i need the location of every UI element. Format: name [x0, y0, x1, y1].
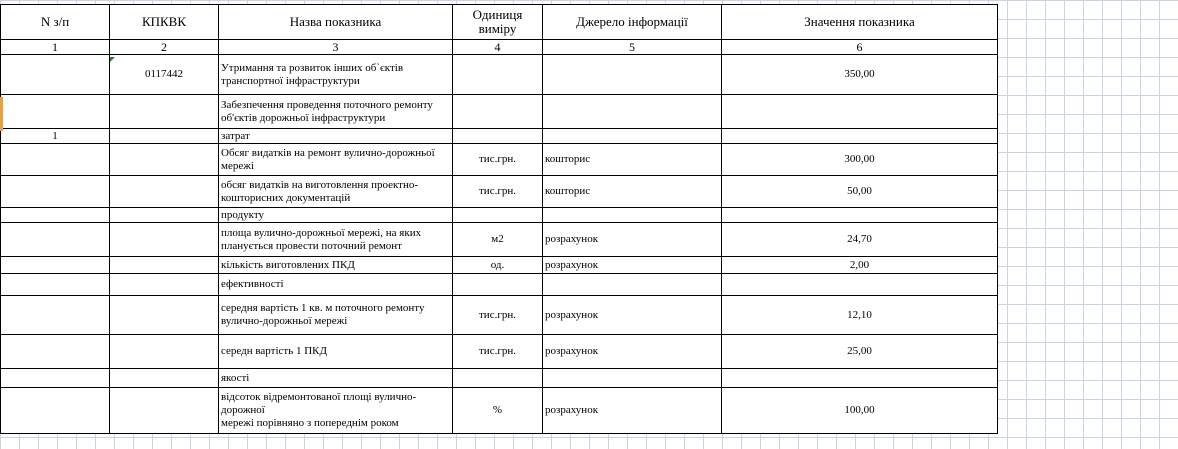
header-row	[1, 5, 998, 40]
row-number-cell[interactable]	[1, 335, 110, 369]
value-cell[interactable]: 25,00	[722, 335, 998, 369]
table-row	[1, 274, 998, 296]
kpkvk-cell[interactable]	[110, 95, 219, 129]
source-cell[interactable]: розрахунок	[543, 335, 722, 369]
kpkvk-cell[interactable]: 0117442	[110, 55, 219, 95]
kpkvk-cell[interactable]	[110, 296, 219, 335]
column-number-2: 2	[110, 40, 219, 55]
kpkvk-cell[interactable]	[110, 335, 219, 369]
unit-cell[interactable]	[453, 274, 543, 296]
source-cell[interactable]	[543, 208, 722, 223]
value-cell[interactable]	[722, 129, 998, 144]
header-cell-unit: Одиниця виміру	[453, 5, 543, 40]
value-cell[interactable]	[722, 95, 998, 129]
unit-cell[interactable]	[453, 55, 543, 95]
value-cell[interactable]: 12,10	[722, 296, 998, 335]
kpkvk-cell[interactable]	[110, 257, 219, 274]
table-row	[1, 369, 998, 388]
value-cell[interactable]: 2,00	[722, 257, 998, 274]
table-row	[1, 129, 998, 144]
row-number-cell[interactable]	[1, 208, 110, 223]
column-number-row	[1, 40, 998, 55]
unit-cell[interactable]: тис.грн.	[453, 335, 543, 369]
kpkvk-cell[interactable]	[110, 144, 219, 176]
table-row	[1, 223, 998, 257]
table-row	[1, 208, 998, 223]
unit-cell[interactable]	[453, 208, 543, 223]
table-row	[1, 176, 998, 208]
unit-cell[interactable]: од.	[453, 257, 543, 274]
indicator-name-cell[interactable]: якості	[219, 369, 453, 388]
value-cell[interactable]: 350,00	[722, 55, 998, 95]
row-number-cell[interactable]	[1, 274, 110, 296]
table-row	[1, 388, 998, 434]
source-cell[interactable]	[543, 95, 722, 129]
table-row	[1, 257, 998, 274]
source-cell[interactable]	[543, 129, 722, 144]
column-number-5: 5	[543, 40, 722, 55]
unit-cell[interactable]: тис.грн.	[453, 176, 543, 208]
indicator-name-cell[interactable]: Обсяг видатків на ремонт вулично-дорожньої мережі	[219, 144, 453, 176]
source-cell[interactable]	[543, 274, 722, 296]
value-cell[interactable]: 100,00	[722, 388, 998, 434]
kpkvk-cell[interactable]	[110, 388, 219, 434]
value-cell[interactable]: 300,00	[722, 144, 998, 176]
indicators-table	[0, 4, 998, 434]
value-cell[interactable]	[722, 208, 998, 223]
source-cell[interactable]: кошторис	[543, 176, 722, 208]
value-cell[interactable]: 50,00	[722, 176, 998, 208]
indicator-name-cell[interactable]: кількість виготовлених ПКД	[219, 257, 453, 274]
cell-comment-marker	[110, 57, 115, 62]
unit-cell[interactable]	[453, 369, 543, 388]
row-number-cell[interactable]	[1, 223, 110, 257]
kpkvk-cell[interactable]	[110, 176, 219, 208]
table-row	[1, 95, 998, 129]
row-number-cell[interactable]: 1	[1, 129, 110, 144]
row-number-cell[interactable]	[1, 388, 110, 434]
source-cell[interactable]: розрахунок	[543, 388, 722, 434]
table-row	[1, 55, 998, 95]
indicator-name-cell[interactable]: середня вартість 1 кв. м поточного ремонту вулично-дорожньої мережі	[219, 296, 453, 335]
header-cell-n: N з/п	[1, 5, 110, 40]
value-cell[interactable]	[722, 274, 998, 296]
indicator-name-cell[interactable]: відсоток відремонтованої площі вулично-дорожної мережі порівняно з попереднім роком	[219, 388, 453, 434]
unit-cell[interactable]	[453, 129, 543, 144]
indicator-name-cell[interactable]: Утримання та розвиток інших об`єктів транспортної інфраструктури	[219, 55, 453, 95]
source-cell[interactable]: кошторис	[543, 144, 722, 176]
source-cell[interactable]	[543, 369, 722, 388]
table-row	[1, 144, 998, 176]
unit-cell[interactable]: м2	[453, 223, 543, 257]
unit-cell[interactable]: тис.грн.	[453, 296, 543, 335]
value-cell[interactable]: 24,70	[722, 223, 998, 257]
indicator-name-cell[interactable]: Забезпечення проведення поточного ремонту об'єктів дорожньої інфраструктури	[219, 95, 453, 129]
row-number-cell[interactable]	[1, 257, 110, 274]
row-number-cell[interactable]	[1, 144, 110, 176]
source-cell[interactable]: розрахунок	[543, 223, 722, 257]
unit-cell[interactable]: %	[453, 388, 543, 434]
row-number-cell[interactable]	[1, 176, 110, 208]
kpkvk-cell[interactable]	[110, 208, 219, 223]
column-number-1: 1	[1, 40, 110, 55]
row-selection-marker	[0, 97, 3, 131]
indicator-name-cell[interactable]: затрат	[219, 129, 453, 144]
kpkvk-cell[interactable]	[110, 223, 219, 257]
row-number-cell[interactable]	[1, 55, 110, 95]
indicator-name-cell[interactable]: середн вартість 1 ПКД	[219, 335, 453, 369]
row-number-cell[interactable]	[1, 296, 110, 335]
column-number-6: 6	[722, 40, 998, 55]
kpkvk-cell[interactable]	[110, 369, 219, 388]
source-cell[interactable]	[543, 55, 722, 95]
source-cell[interactable]: розрахунок	[543, 257, 722, 274]
row-number-cell[interactable]	[1, 369, 110, 388]
source-cell[interactable]: розрахунок	[543, 296, 722, 335]
header-cell-kpkvk: КПКВК	[110, 5, 219, 40]
table-row	[1, 296, 998, 335]
indicator-name-cell[interactable]: обсяг видатків на виготовлення проектно-кошторисних документацій	[219, 176, 453, 208]
indicator-name-cell[interactable]: ефективності	[219, 274, 453, 296]
header-cell-value: Значення показника	[722, 5, 998, 40]
kpkvk-cell[interactable]	[110, 129, 219, 144]
kpkvk-cell[interactable]	[110, 274, 219, 296]
indicator-name-cell[interactable]: продукту	[219, 208, 453, 223]
unit-cell[interactable]	[453, 95, 543, 129]
row-number-cell[interactable]	[1, 95, 110, 129]
indicator-name-cell[interactable]: площа вулично-дорожньої мережі, на яких планується провести поточний ремонт	[219, 223, 453, 257]
value-cell[interactable]	[722, 369, 998, 388]
column-number-4: 4	[453, 40, 543, 55]
header-cell-name: Назва показника	[219, 5, 453, 40]
unit-cell[interactable]: тис.грн.	[453, 144, 543, 176]
column-number-3: 3	[219, 40, 453, 55]
table-row	[1, 335, 998, 369]
header-cell-source: Джерело інформації	[543, 5, 722, 40]
